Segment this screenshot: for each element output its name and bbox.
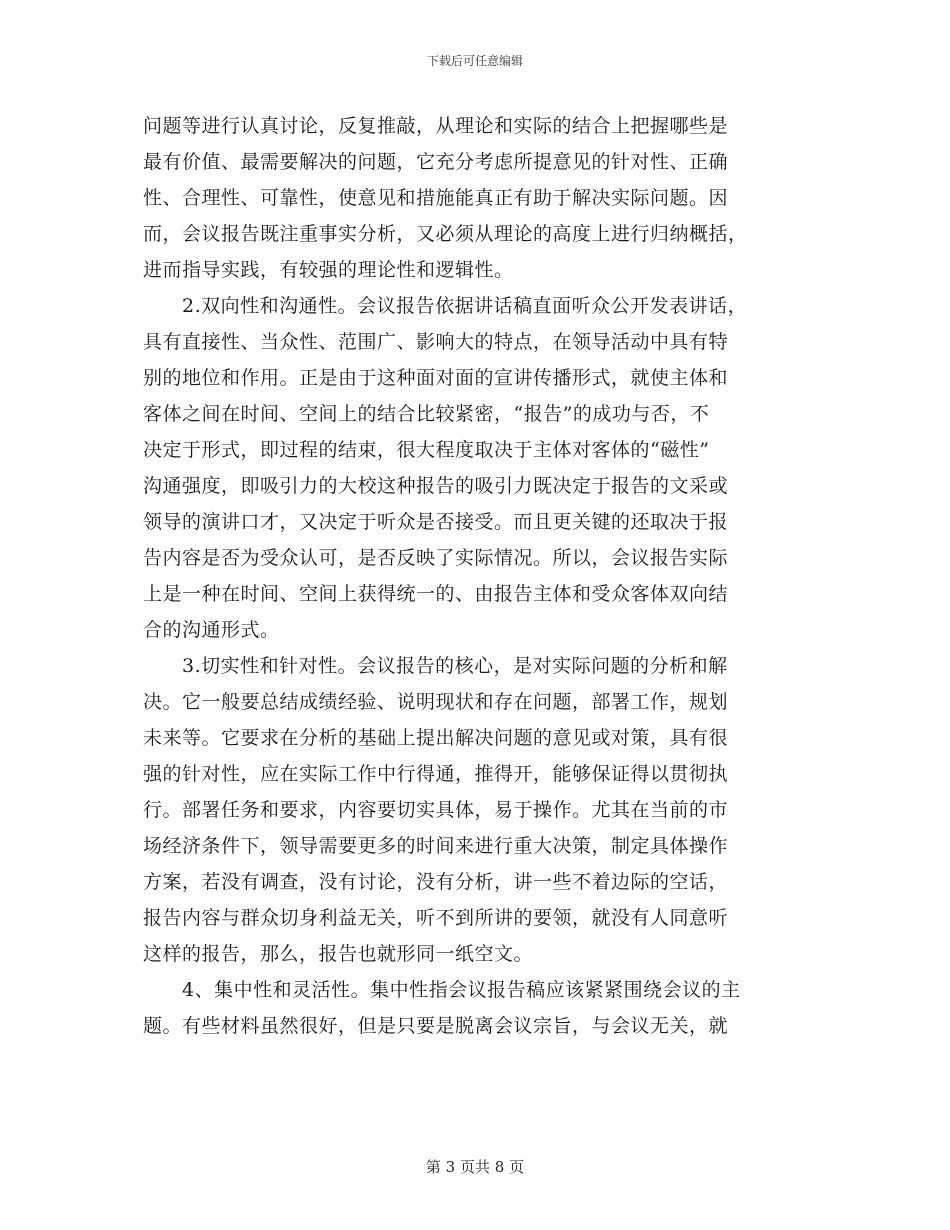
text-line: 2.双向性和沟通性。会议报告依据讲话稿直面听众公开发表讲话， [143,295,748,317]
text-line: 客体之间在时间、空间上的结合比较紧密，“报告”的成功与否，不 [143,403,710,425]
text-line: 方案，若没有调查，没有讨论，没有分析，讲一些不着边际的空话， [143,871,729,893]
body-text [143,108,803,1044]
page-footer: 第 3 页共 8 页 [425,1158,525,1176]
text-line: 领导的演讲口才，又决定于听众是否接受。而且更关键的还取决于报 [143,511,729,533]
text-line: 合的沟通形式。 [143,619,280,641]
text-line: 问题等进行认真讨论，反复推敲，从理论和实际的结合上把握哪些是 [143,115,729,137]
page-header: 下载后可任意编辑 [426,54,523,68]
text-line: 性、合理性、可靠性，使意见和措施能真正有助于解决实际问题。因 [143,187,729,209]
text-line: 4、集中性和灵活性。集中性指会议报告稿应该紧紧围绕会议的主 [143,979,741,1001]
text-line: 别的地位和作用。正是由于这种面对面的宣讲传播形式，就使主体和 [143,367,729,389]
text-line: 而，会议报告既注重事实分析，又必须从理论的高度上进行归纳概括， [143,223,748,245]
text-line: 决。它一般要总结成绩经验、说明现状和存在问题，部署工作，规划 [143,691,729,713]
text-line: 上是一种在时间、空间上获得统一的、由报告主体和受众客体双向结 [143,583,729,605]
text-line: 进而指导实践，有较强的理论性和逻辑性。 [143,259,514,281]
text-line: 报告内容与群众切身利益无关，听不到所讲的要领，就没有人同意听 [143,907,729,929]
text-line: 具有直接性、当众性、范围广、影响大的特点，在领导活动中具有特 [143,331,729,353]
text-line: 最有价值、最需要解决的问题，它充分考虑所提意见的针对性、正确 [143,151,729,173]
text-line: 沟通强度，即吸引力的大校这种报告的吸引力既决定于报告的文采或 [143,475,729,497]
text-line: 未来等。它要求在分析的基础上提出解决问题的意见或对策，具有很 [143,727,729,749]
text-line: 强的针对性，应在实际工作中行得通，推得开，能够保证得以贯彻执 [143,763,729,785]
text-line: 行。部署任务和要求，内容要切实具体，易于操作。尤其在当前的市 [143,799,729,821]
text-line: 3.切实性和针对性。会议报告的核心，是对实际问题的分析和解 [143,655,728,677]
text-line: 告内容是否为受众认可，是否反映了实际情况。所以，会议报告实际 [143,547,729,569]
text-line: 决定于形式，即过程的结束，很大程度取决于主体对客体的“磁性” [143,439,710,461]
text-line: 场经济条件下，领导需要更多的时间来进行重大决策，制定具体操作 [143,835,729,857]
text-line: 题。有些材料虽然很好，但是只要是脱离会议宗旨，与会议无关，就 [143,1015,729,1037]
text-line: 这样的报告，那么，报告也就形同一纸空文。 [143,943,534,965]
